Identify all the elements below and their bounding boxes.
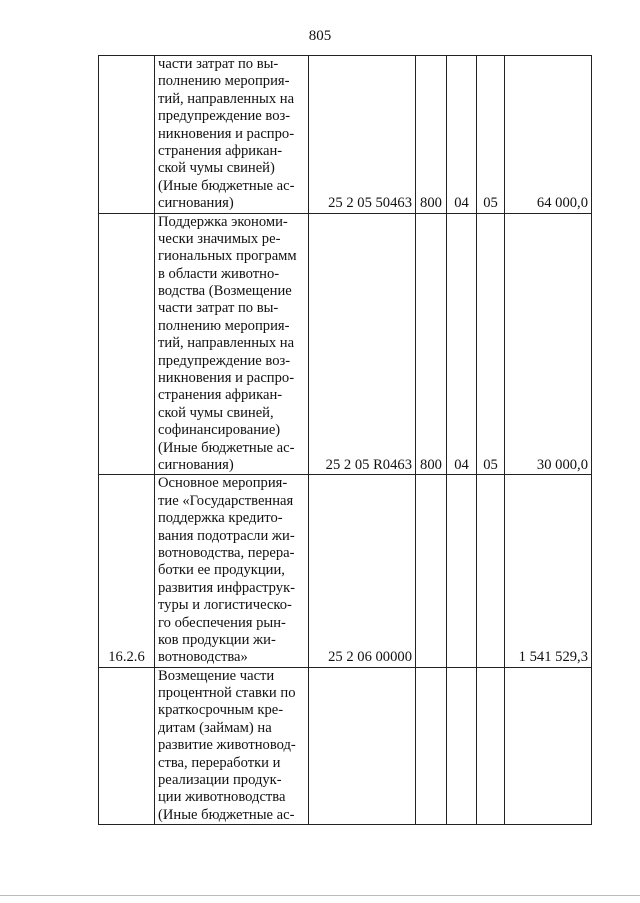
subsection-cell: 05	[477, 56, 505, 214]
item-name-line: никновения и распро-	[158, 370, 295, 387]
item-name-line: (Иные бюджетные ас-	[158, 439, 295, 456]
target-code-cell	[309, 667, 416, 825]
item-name-line: ства, переработки и	[158, 754, 281, 771]
expense-type-cell	[416, 475, 447, 667]
item-name-line: водства (Возмещение	[158, 283, 292, 300]
item-number-cell	[99, 213, 155, 475]
table-row	[99, 667, 592, 825]
item-name-line: полнению мероприя-	[158, 317, 290, 334]
item-name-line: вотноводства»	[158, 649, 248, 666]
section-cell: 04	[447, 213, 477, 475]
item-name-line: вания подотрасли жи-	[158, 527, 295, 544]
item-name-cell	[155, 56, 309, 214]
item-name-line: предупреждение воз-	[158, 352, 291, 369]
item-name-line: чески значимых ре-	[158, 230, 281, 247]
amount-cell: 1 541 529,3	[505, 475, 592, 667]
item-name-line: развитие животновод-	[158, 737, 296, 754]
amount-cell	[505, 667, 592, 825]
item-name-line: части затрат по вы-	[158, 56, 279, 72]
target-code-cell: 25 2 06 00000	[309, 475, 416, 667]
item-name-line: тий, направленных на	[158, 90, 295, 107]
item-name-line: (Иные бюджетные ас-	[158, 177, 295, 194]
subsection-cell	[477, 475, 505, 667]
item-name-line: в области животно-	[158, 265, 280, 282]
budget-table	[98, 55, 592, 825]
item-name-line: дитам (займам) на	[158, 719, 272, 736]
item-name-line: процентной ставки по	[158, 685, 296, 702]
table-row	[99, 56, 592, 214]
amount-cell: 64 000,0	[505, 56, 592, 214]
item-name-line: Основное мероприя-	[158, 475, 288, 492]
item-name-line: тие «Государственная	[158, 492, 294, 509]
item-name-line: ботки ее продукции,	[158, 562, 285, 579]
section-cell	[447, 667, 477, 825]
target-code-cell: 25 2 05 50463	[309, 56, 416, 214]
item-name-line: тий, направленных на	[158, 335, 295, 352]
item-name-line: поддержка кредито-	[158, 510, 283, 527]
item-name-line: развития инфраструк-	[158, 579, 296, 596]
item-name-line: ции животноводства	[158, 789, 286, 806]
target-code-cell: 25 2 05 R0463	[309, 213, 416, 475]
subsection-cell: 05	[477, 213, 505, 475]
item-number-cell	[99, 667, 155, 825]
item-name-line: го обеспечения рын-	[158, 614, 286, 631]
table-body	[99, 56, 592, 825]
item-name-line: ков продукции жи-	[158, 631, 276, 648]
item-name-line: странения африкан-	[158, 387, 283, 404]
item-name-line: краткосрочным кре-	[158, 702, 284, 719]
item-name-cell	[155, 213, 309, 475]
amount-cell: 30 000,0	[505, 213, 592, 475]
item-name-line: ской чумы свиней)	[158, 160, 275, 177]
item-name-line: странения африкан-	[158, 142, 283, 159]
subsection-cell	[477, 667, 505, 825]
item-name-line: гиональных программ	[158, 248, 297, 265]
item-name-line: предупреждение воз-	[158, 108, 291, 125]
item-name-line: полнению мероприя-	[158, 73, 290, 90]
item-name-line: сигнования)	[158, 456, 234, 473]
item-name-line: Возмещение части	[158, 667, 275, 684]
item-name-cell	[155, 475, 309, 667]
item-name-line: софинансирование)	[158, 422, 281, 439]
item-name-line: никновения и распро-	[158, 125, 295, 142]
item-number-cell: 16.2.6	[99, 475, 155, 667]
section-cell	[447, 475, 477, 667]
item-name-line: туры и логистическо-	[158, 597, 292, 614]
item-name-line: (Иные бюджетные ас-	[158, 806, 295, 823]
item-name-line: ской чумы свиней,	[158, 404, 274, 421]
page-bottom-rule	[0, 895, 640, 896]
item-name-line: части затрат по вы-	[158, 300, 279, 317]
expense-type-cell: 800	[416, 56, 447, 214]
item-number-cell	[99, 56, 155, 214]
item-name-cell	[155, 667, 309, 825]
page-number: 805	[308, 28, 332, 44]
section-cell: 04	[447, 56, 477, 214]
item-name-line: сигнования)	[158, 195, 234, 212]
item-name-line: Поддержка экономи-	[158, 213, 288, 230]
item-name-line: реализации продук-	[158, 772, 282, 789]
expense-type-cell: 800	[416, 213, 447, 475]
item-name-line: вотноводства, перера-	[158, 544, 295, 561]
table-row	[99, 213, 592, 475]
table-row	[99, 475, 592, 667]
expense-type-cell	[416, 667, 447, 825]
